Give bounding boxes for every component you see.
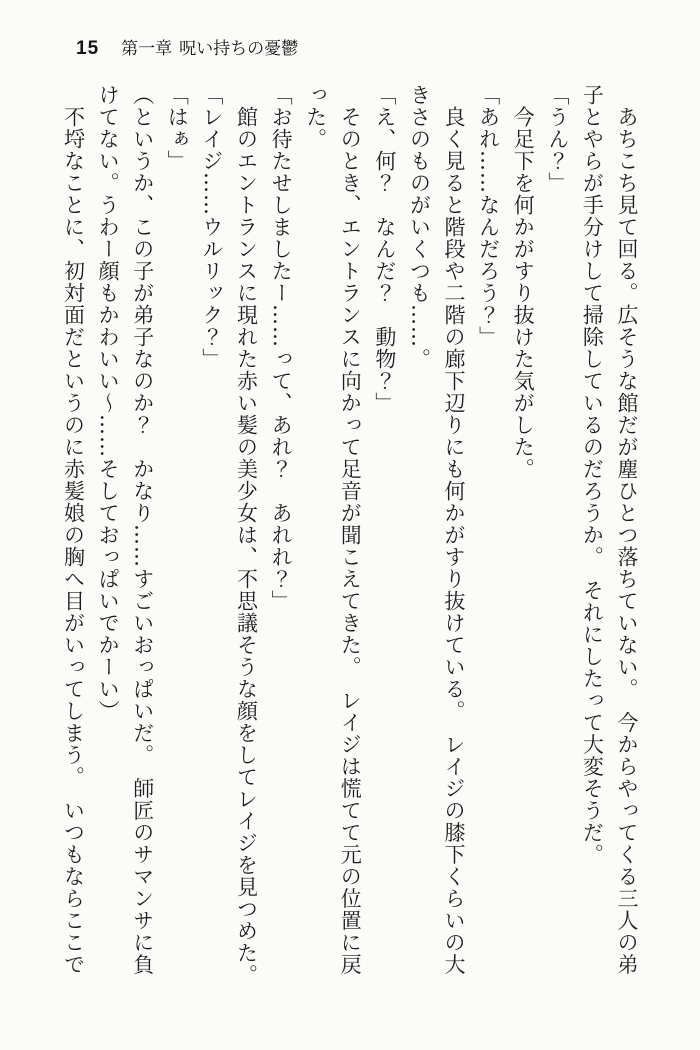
- text-column: 子とやらが手分けして掃除しているのだろうか。 それにしたって大変そうだ。: [580, 84, 605, 866]
- chapter-title: [121, 34, 298, 59]
- text-column: 良く見ると階段や二階の廊下辺りにも何かがすり抜けている。 レイジの膝下くらいの大: [442, 84, 467, 976]
- text-column: 「うん？」: [545, 84, 570, 194]
- page-header: [76, 34, 298, 60]
- text-column: 館のエントランスに現れた赤い髪の美少女は、不思議そうな顔をしてレイジを見つめた。: [234, 84, 259, 986]
- text-column: 「あれ……なんだろう？」: [476, 84, 501, 348]
- text-column: （というか、この子が弟子なのか？ かなり……すごいおっぱいだ。 師匠のサマンサに負: [130, 84, 155, 976]
- text-column: けてない。うわー顔もかわいい～……そしておっぱいでかーい）: [96, 84, 121, 722]
- chapter-name: 呪い持ちの憂鬱: [179, 39, 299, 58]
- page-number: 15: [76, 38, 100, 59]
- text-column: 不埒なことに、初対面だというのに赤髪娘の胸へ目がいってしまう。 いつもならここで: [61, 84, 86, 976]
- text-column: あちこち見て回る。広そうな館だが塵ひとつ落ちていない。 今からやってくる三人の弟: [615, 84, 639, 976]
- text-column: 今足下を何かがすり抜けた気がした。: [511, 84, 536, 480]
- text-column: 「レイジ……ウルリック？」: [199, 84, 224, 370]
- body-text: [56, 84, 644, 1019]
- chapter-number-label: 第一章: [121, 39, 173, 58]
- text-column: そのとき、エントランスに向かって足音が聞こえてきた。 レイジは慌てて元の位置に戻: [338, 84, 363, 976]
- text-column: った。: [303, 84, 328, 150]
- text-column: きさのものがいくつも……。: [407, 84, 432, 370]
- text-column: 「お待たせしましたー……って、あれ？ あれれ？」: [269, 84, 294, 612]
- text-column: 「はぁ」: [165, 84, 190, 172]
- text-column: 「え、何？ なんだ？ 動物？」: [372, 84, 397, 414]
